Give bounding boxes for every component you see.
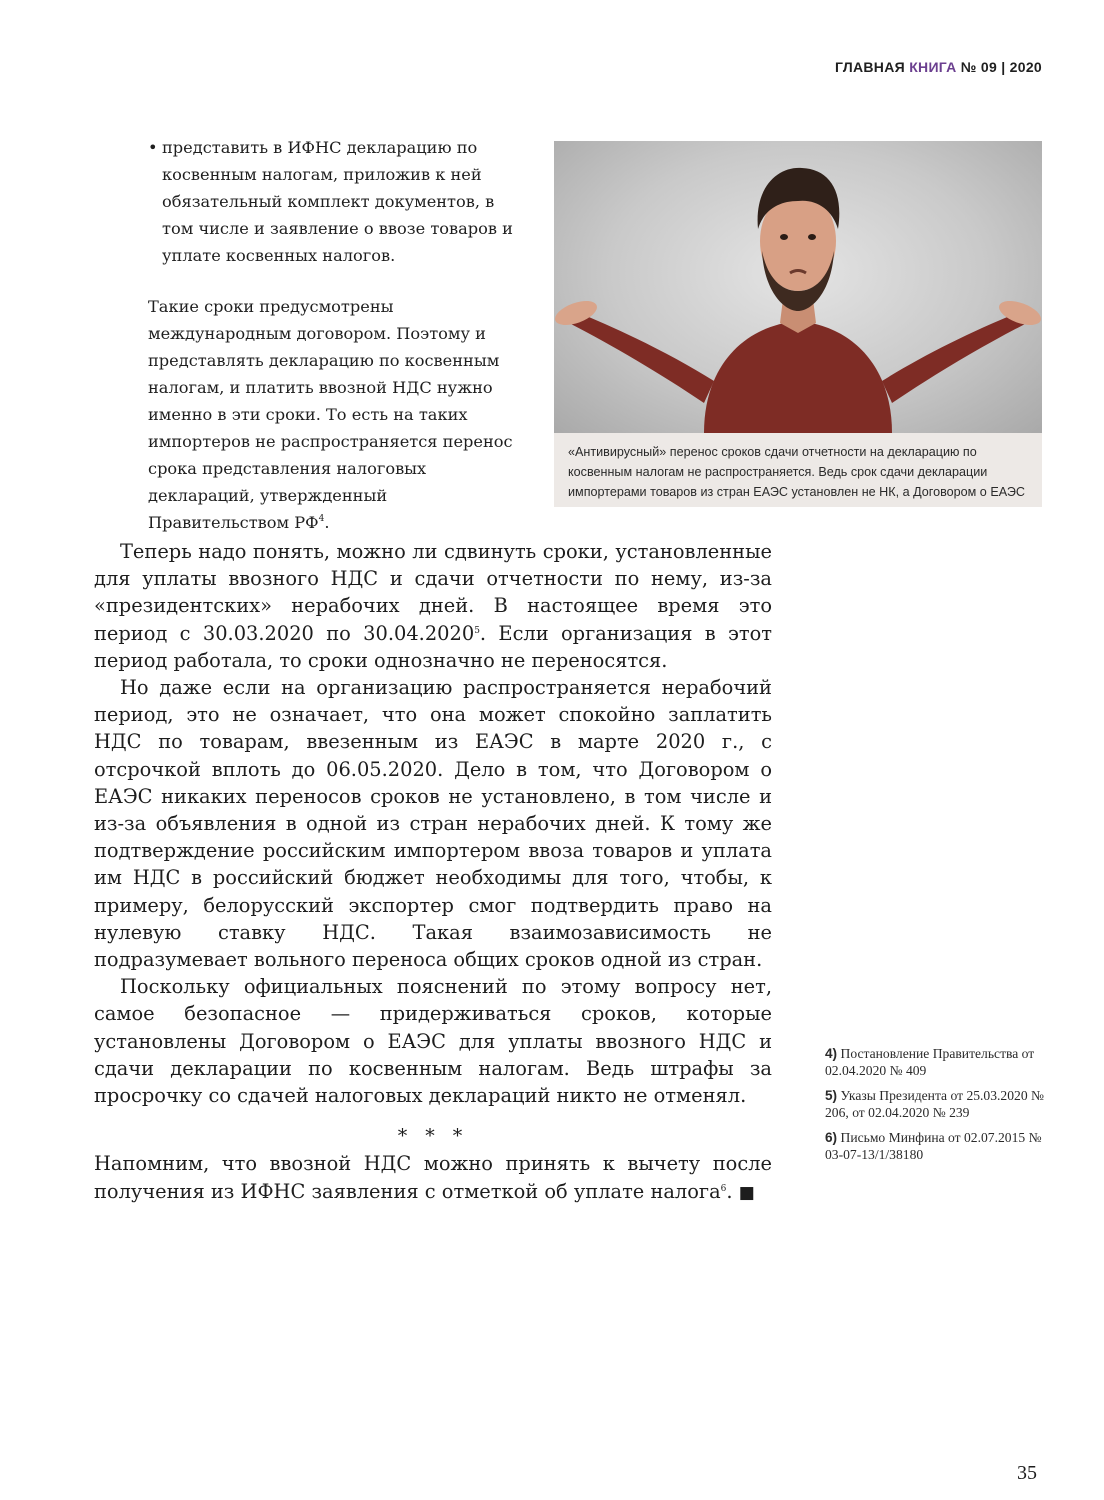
bullet-dot: • <box>148 138 158 157</box>
bullet-item <box>148 134 528 269</box>
footnote-number: 4) <box>825 1046 838 1061</box>
header-issue: № 09 | 2020 <box>960 59 1042 75</box>
footnote-number: 5) <box>825 1088 838 1103</box>
footnote-number: 6) <box>825 1130 838 1145</box>
footnote <box>825 1046 1045 1079</box>
man-shrugging-illustration <box>554 141 1042 433</box>
paragraph-4 <box>94 1150 772 1206</box>
magazine-header <box>835 59 1042 75</box>
side-paragraph-end: . <box>324 513 330 532</box>
bullet-text: представить в ИФНС декларацию по косвенным налогам, приложив к ней обязательный комплект документов, в том числе и заявление о ввозе товаров и уплате косвенных налогов. <box>162 138 513 265</box>
footnote-text: Постановление Правительства от 02.04.2020 № 409 <box>825 1046 1035 1078</box>
paragraph-3: Поскольку официальных пояснений по этому вопросу нет, самое безопасное — придерживаться сроков, которые установлены Договором о ЕАЭС для уплаты ввозного НДС и сдачи декларации по косвенным налогам. Ведь штрафы за просрочку со сдачей налоговых деклараций никто не отменял. <box>94 975 772 1108</box>
end-of-article-icon: ■ <box>738 1182 755 1203</box>
footnote <box>825 1088 1045 1121</box>
main-article-text <box>94 538 772 1207</box>
paragraph-4-text: Напомним, что ввозной НДС можно принять к вычету после получения из ИФНС заявления с отметкой об уплате налога <box>94 1152 772 1203</box>
page-number: 35 <box>1017 1462 1037 1484</box>
side-paragraph <box>148 293 528 536</box>
footnotes <box>825 1046 1045 1172</box>
paragraph-1 <box>94 538 772 674</box>
section-divider: * * * <box>397 1125 469 1148</box>
header-title-main: ГЛАВНАЯ <box>834 59 905 75</box>
header-title-accent: КНИГА <box>909 59 957 75</box>
footnote-text: Указы Президента от 25.03.2020 № 206, от 02.04.2020 № 239 <box>825 1088 1044 1120</box>
footnote-ref-6: 6 <box>720 1183 727 1194</box>
article-photo <box>554 141 1042 433</box>
paragraph-4-end: . <box>726 1179 733 1203</box>
footnote-ref-5: 5 <box>474 625 480 636</box>
photo-caption: «Антивирусный» перенос сроков сдачи отчетности на декларацию по косвенным налогам не распространяется. Ведь срок сдачи декларации импортерами товаров из стран ЕАЭС установлен не НК, а Договором о ЕАЭС <box>554 433 1042 507</box>
paragraph-2: Но даже если на организацию распространяется нерабочий период, это не означает, что она может спокойно заплатить НДС по товарам, ввезенным из ЕАЭС в марте 2020 г., с отсрочкой вплоть до 06.05.2020. Дело в том, что Договором о ЕАЭС никаких переносов сроков не установлено, в том числе и из-за объявления в одной из стран нерабочих дней. К тому же подтверждение российским импортером ввоза товаров и уплата им НДС в российский бюджет необходимы для того, чтобы, к примеру, белорусский экспортер смог подтвердить право на нулевую ставку НДС. Такая взаимозависимость не подразумевает вольного переноса общих сроков одной из стран. <box>94 676 772 972</box>
paragraph-1-text-b: . Если организация в этот период работала, то сроки однозначно не переносятся. <box>94 621 772 672</box>
side-paragraph-text: Такие сроки предусмотрены международным договором. Поэтому и представлять декларацию по косвенным налогам, и платить ввозной НДС нужно именно в эти сроки. То есть на таких импортеров не распространяется перенос срока представления налоговых деклараций, утвержденный Правительством РФ <box>148 297 513 532</box>
side-column <box>148 134 528 536</box>
footnote-text: Письмо Минфина от 02.07.2015 № 03-07-13/1/38180 <box>825 1130 1042 1162</box>
footnote-ref-4: 4 <box>318 514 325 524</box>
paragraph-1-text-a: Теперь надо понять, можно ли сдвинуть сроки, установленные для уплаты ввозного НДС и сдачи отчетности по нему, из-за «президентских» нерабочих дней. В настоящее время это период с 30.03.2020 по 30.04.2020 <box>94 540 772 645</box>
footnote <box>825 1130 1045 1163</box>
